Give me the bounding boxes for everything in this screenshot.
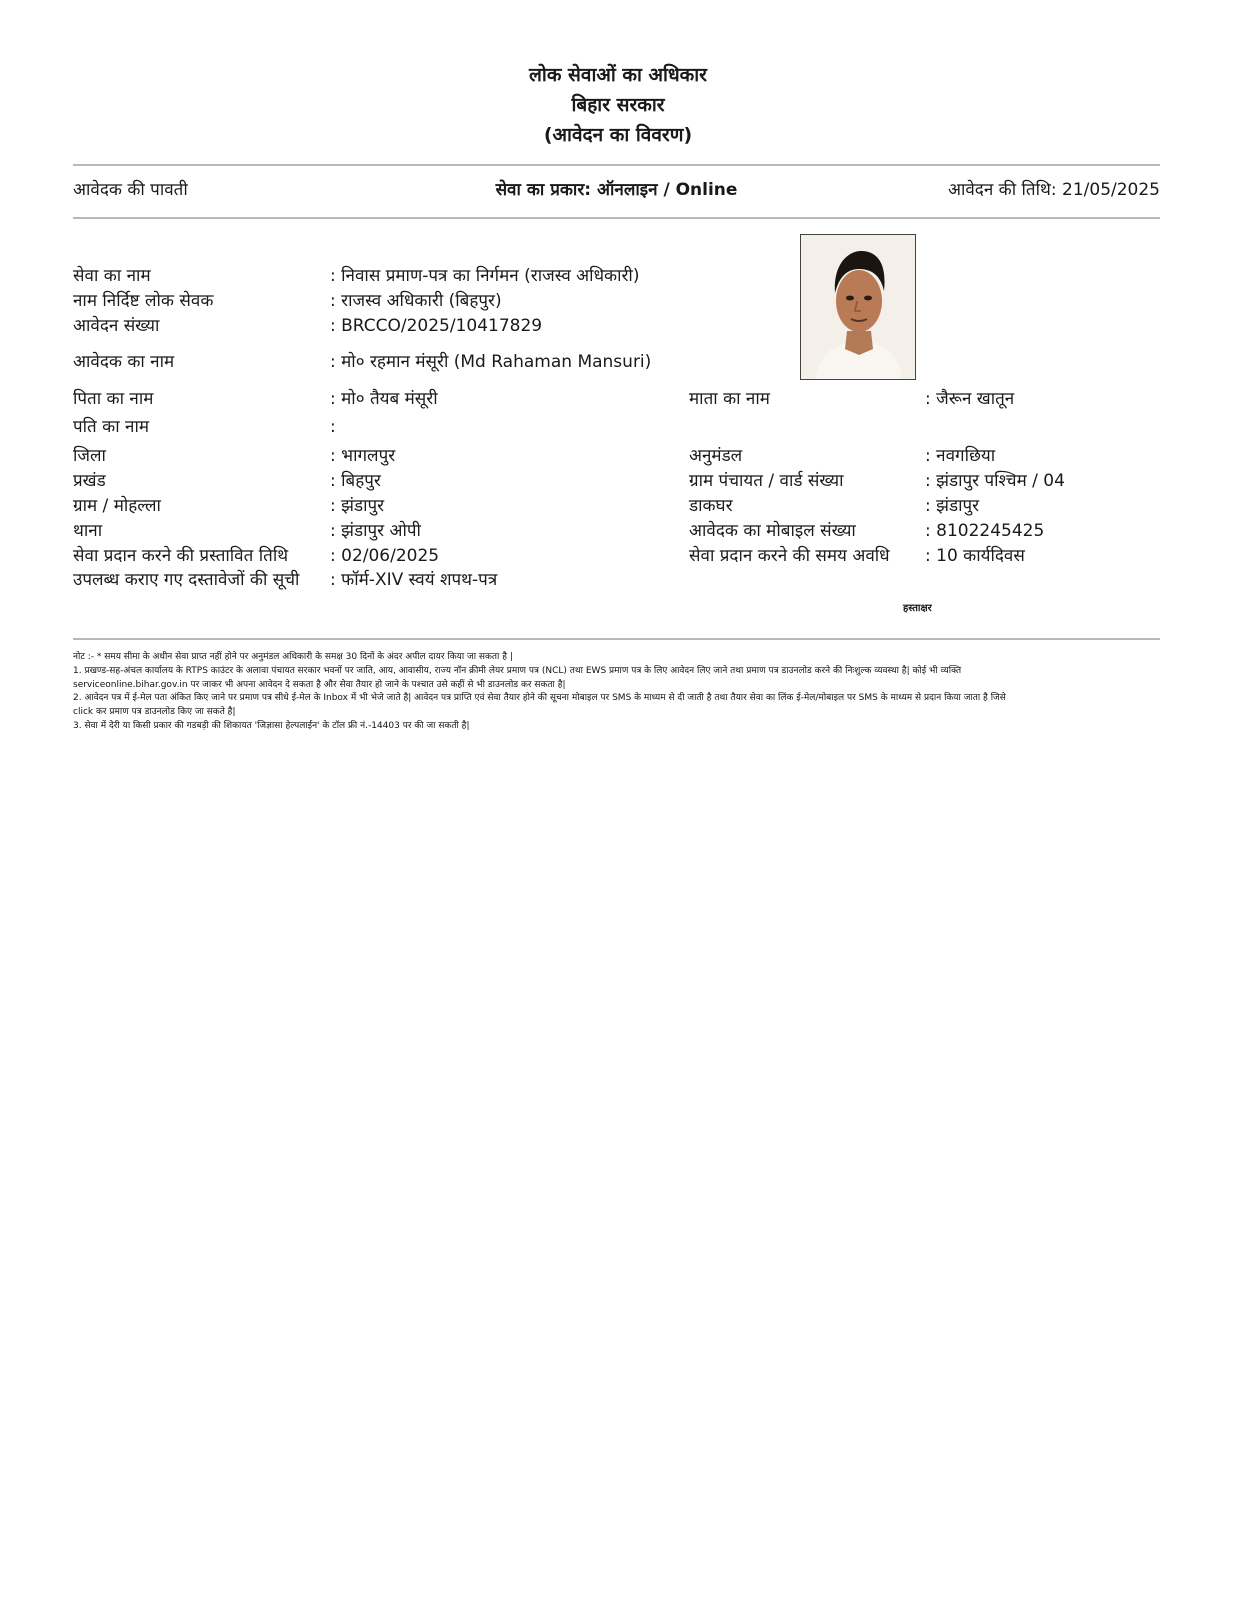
husband-name-label: पति का नाम (73, 417, 150, 437)
father-name-label: पिता का नाम (73, 389, 154, 409)
application-number-value: : BRCCO/2025/10417829 (330, 316, 543, 336)
proposed-date-label: सेवा प्रदान करने की प्रस्तावित तिथि (73, 546, 289, 566)
block-value: : बिहपुर (330, 471, 381, 491)
applicant-name-label: आवेदक का नाम (73, 352, 175, 372)
mother-name-value: : जैरून खातून (925, 389, 1015, 409)
documents-label: उपलब्ध कराए गए दस्तावेजों की सूची (73, 570, 300, 590)
panchayat-label: ग्राम पंचायत / वार्ड संख्या (689, 471, 844, 491)
service-name-value: : निवास प्रमाण-पत्र का निर्गमन (राजस्व अधिकारी) (330, 266, 640, 286)
service-name-label: सेवा का नाम (73, 266, 151, 286)
village-label: ग्राम / मोहल्ला (73, 496, 161, 516)
documents-value: : फॉर्म-XIV स्वयं शपथ-पत्र (330, 570, 498, 590)
subdivision-value: : नवगछिया (925, 446, 996, 466)
police-station-value: : झंडापुर ओपी (330, 521, 421, 541)
application-number-label: आवेदन संख्या (73, 316, 160, 336)
note-line: 1. प्रखण्ड-सह-अंचल कार्यालय के RTPS काउंटर के अलावा पंचायत सरकार भवनों पर जाति, आय, आवासीय, राज्य नॉन क्रीमी लेयर प्रमाण पत्र (NCL) तथा EWS प्रमाण पत्र के लिए आवेदन लिए जाने तथा प्रमाण पत्र डाउनलोड करने की निःशुल्क व्यवस्था है| कोई भी व्यक्ति (73, 665, 962, 676)
applicant-photo (800, 234, 916, 380)
meta-divider (73, 217, 1160, 219)
applicant-name-value: : मो० रहमान मंसूरी (Md Rahaman Mansuri) (330, 352, 652, 372)
application-date: आवेदन की तिथि: 21/05/2025 (947, 180, 1160, 200)
subdivision-label: अनुमंडल (689, 446, 743, 466)
post-office-value: : झंडापुर (925, 496, 980, 516)
header-government: बिहार सरकार (571, 94, 665, 116)
signature-label: हस्ताक्षर (903, 603, 932, 614)
top-divider (73, 164, 1160, 166)
post-office-label: डाकघर (689, 496, 733, 516)
header-subtitle: (आवेदन का विवरण) (543, 124, 693, 146)
police-station-label: थाना (73, 521, 103, 541)
person-portrait-icon (801, 235, 916, 380)
district-value: : भागलपुर (330, 446, 396, 466)
proposed-date-value: : 02/06/2025 (330, 546, 440, 566)
designated-officer-label: नाम निर्दिष्ट लोक सेवक (73, 291, 214, 311)
time-limit-value: : 10 कार्यदिवस (925, 546, 1025, 566)
block-label: प्रखंड (73, 471, 106, 491)
note-line: 3. सेवा में देरी या किसी प्रकार की गडबड़ी की शिकायत 'जिज्ञासा हेल्पलाईन' के टॉल फ्री नं.-14403 पर की जा सकती है| (73, 720, 470, 731)
note-line: 2. आवेदन पत्र में ई-मेल पता अंकित किए जाने पर प्रमाण पत्र सीधे ई-मेल के Inbox में भी भेजे जाते है| आवेदन पत्र प्राप्ति एवं सेवा तैयार होने की सूचना मोबाइल पर SMS के माध्यम से दी जाती है तथा तैयार सेवा का लिंक ई-मेल/मोबाइल पर SMS के माध्यम से प्रदान किया जाता है जिसे (73, 693, 1006, 704)
document-header (0, 60, 1236, 150)
header-title: लोक सेवाओं का अधिकार (529, 64, 707, 86)
note-line: serviceonline.bihar.gov.in पर जाकर भी अपना आवेदन दे सकता है और सेवा तैयार हो जाने के पश्चात उसे कहीं से भी डाउनलोड कर सकता है| (73, 679, 566, 690)
village-value: : झंडापुर (330, 496, 385, 516)
district-label: जिला (73, 446, 106, 466)
designated-officer-value: : राजस्व अधिकारी (बिहपुर) (330, 291, 502, 311)
notes-section (73, 651, 1160, 734)
service-type: सेवा का प्रकार: ऑनलाइन / Online (495, 180, 738, 200)
note-line: click कर प्रमाण पत्र डाउनलोड किए जा सकते है| (73, 707, 236, 718)
mother-name-label: माता का नाम (689, 389, 770, 409)
mobile-value: : 8102245425 (925, 521, 1045, 541)
panchayat-value: : झंडापुर पश्चिम / 04 (925, 471, 1065, 491)
mobile-label: आवेदक का मोबाइल संख्या (689, 521, 856, 541)
time-limit-label: सेवा प्रदान करने की समय अवधि (689, 546, 890, 566)
note-line: नोट :- * समय सीमा के अधीन सेवा प्राप्त नहीं होने पर अनुमंडल अधिकारी के समक्ष 30 दिनों के अंदर अपील दायर किया जा सकता है | (73, 652, 513, 662)
husband-name-value: : (330, 417, 336, 437)
receipt-label: आवेदक की पावती (73, 180, 188, 200)
meta-row (73, 177, 1160, 201)
notes-divider (73, 638, 1160, 640)
father-name-value: : मो० तैयब मंसूरी (330, 389, 438, 409)
